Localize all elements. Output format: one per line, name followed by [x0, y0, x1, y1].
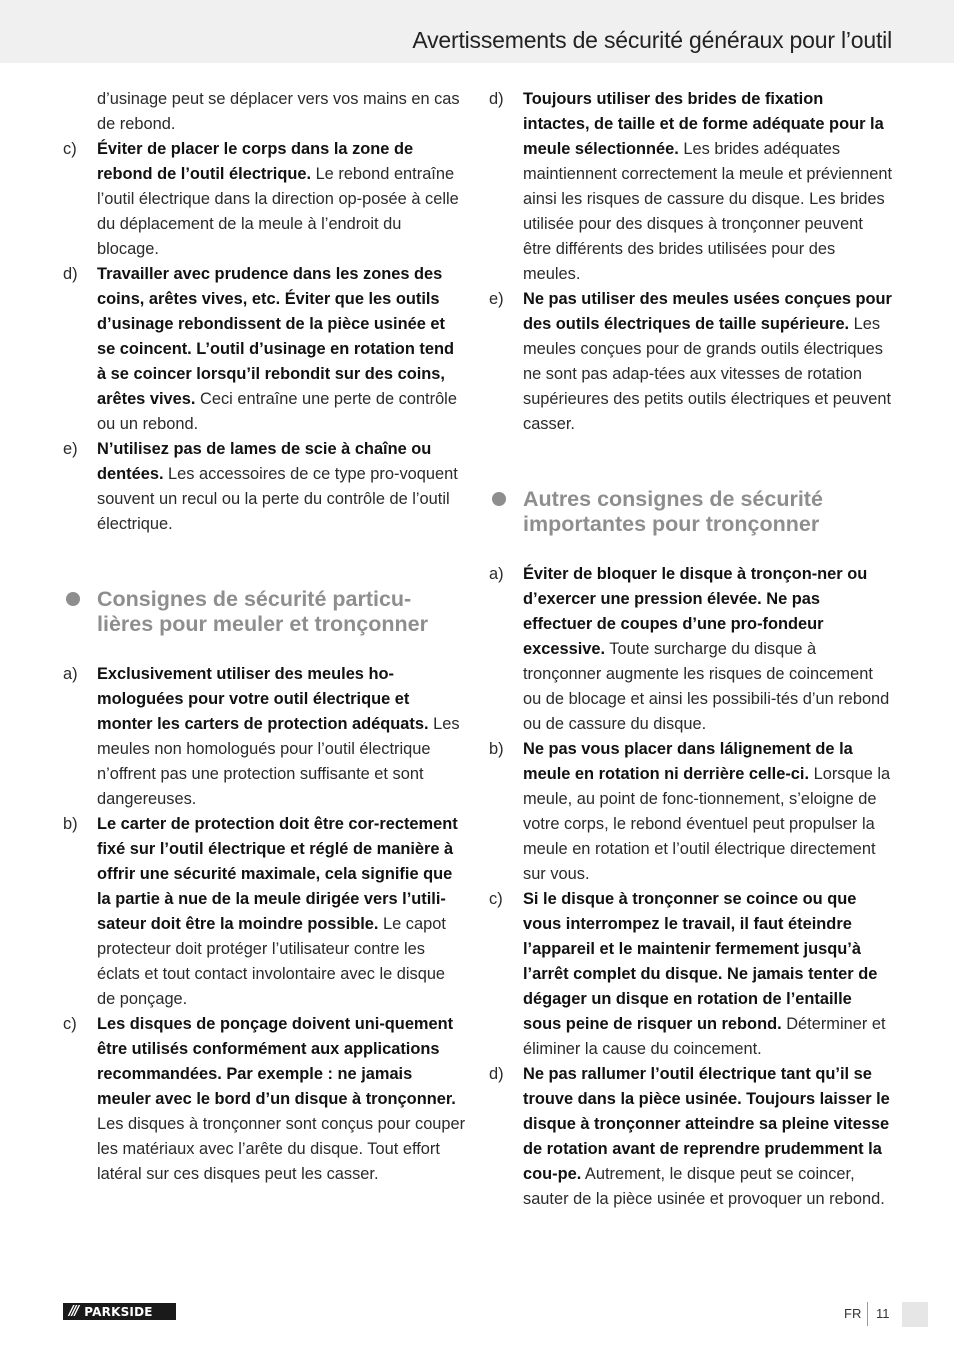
- item-text: Autrement, le disque peut se coincer, sauter de la pièce usinée et provoquer un rebond.: [523, 1165, 885, 1208]
- item-letter: d): [63, 265, 78, 283]
- continuation-text: d’usinage peut se déplacer vers vos mains en cas de rebond.: [97, 90, 460, 133]
- list-item: [489, 887, 893, 1062]
- item-bold-text: Si le disque à tronçonner se coince ou que vous interrompez le travail, il faut éteindre l’appareil et le maintenir fermement jusqu’à l’arrêt complet du disque. Ne jamais tenter de dégager un disque en rotation de l’entaille sous peine de risquer un rebond.: [523, 890, 878, 1033]
- bullet-icon: [66, 592, 80, 606]
- item-bold-text: Les disques de ponçage doivent uni-quement être utilisés conformément aux applications recommandées. Par exemple : ne jamais meuler avec le bord d’un disque à tronçonner.: [97, 1015, 456, 1108]
- item-text: Les meules non homologués pour l’outil électrique n’offrent pas une protection suffisante et sont dangereuses.: [97, 715, 460, 808]
- item-text: Ceci entraîne une perte de contrôle ou un rebond.: [97, 390, 457, 433]
- item-letter: d): [489, 1065, 504, 1083]
- list-item: [63, 812, 467, 1012]
- item-letter: d): [489, 90, 504, 108]
- item-letter: e): [63, 440, 78, 458]
- item-bold-text: Ne pas rallumer l’outil électrique tant qu’il se trouve dans la pièce usinée. Toujours laisser le disque à tronçonner atteindre sa pleine vitesse de rotation avant de reprendre prudemment la cou-pe.: [523, 1065, 890, 1183]
- list-item: [63, 137, 467, 262]
- item-text: Les disques à tronçonner sont conçus pour couper les matériaux avec l’arête du disque. Tout effort latéral sur ces disques peut les casser.: [97, 1115, 466, 1183]
- list-item: [489, 737, 893, 887]
- footer-divider: [867, 1302, 868, 1326]
- right-column: [489, 87, 893, 1212]
- list-item: [63, 662, 467, 812]
- logo-text: PARKSIDE: [84, 1304, 153, 1319]
- bullet-icon: [492, 492, 506, 506]
- item-text: Toute surcharge du disque à tronçonner augmente les risques de coincement ou de blocage et ainsi les possibili-tés d’un rebond ou de cassure du disque.: [523, 640, 890, 733]
- item-letter: c): [63, 140, 77, 158]
- item-letter: a): [63, 665, 78, 683]
- item-bold-text: Travailler avec prudence dans les zones des coins, arêtes vives, etc. Éviter que les outils d’usinage rebondissent de la pièce usinée et se coincent. L’outil d’usinage en rotation tend à se coincer lorsqu’il rebondit sur des coins, arêtes vives.: [97, 265, 454, 408]
- item-text: Les meules conçues pour de grands outils électriques ne sont pas adap-tées aux vitesses de rotation supérieures des petits outils électriques et peuvent casser.: [523, 315, 892, 433]
- list-item: [489, 1062, 893, 1212]
- left-column: [63, 87, 467, 1187]
- item-bold-text: Toujours utiliser des brides de fixation intactes, de taille et de forme adéquate pour la meule sélectionnée.: [523, 90, 884, 158]
- list-item: [63, 437, 467, 537]
- item-bold-text: Exclusivement utiliser des meules ho-mologuées pour votre outil électrique et monter les carters de protection adéquats.: [97, 665, 429, 733]
- item-bold-text: Le carter de protection doit être cor-rectement fixé sur l’outil électrique et réglé de manière à offrir une sécurité maximale, cela signifie que la partie à nue de la meule dirigée vers l’utili-sateur doit être la moindre possible.: [97, 815, 458, 933]
- item-letter: a): [489, 565, 504, 583]
- section-title: Autres consignes de sécurité importantes pour tronçonner: [523, 487, 823, 536]
- section-title: Consignes de sécurité particu-lières pour meuler et tronçonner: [97, 587, 428, 636]
- parkside-logo: [63, 1303, 176, 1320]
- item-bold-text: Ne pas utiliser des meules usées conçues pour des outils électriques de taille supérieure.: [523, 290, 892, 333]
- item-bold-text: N’utilisez pas de lames de scie à chaîne ou dentées.: [97, 440, 432, 483]
- list-item: [63, 1012, 467, 1187]
- item-letter: c): [489, 890, 503, 908]
- page-number: 11: [876, 1306, 890, 1321]
- item-letter: b): [63, 815, 78, 833]
- logo-slashes: ///: [69, 1304, 78, 1319]
- list-item: [489, 562, 893, 737]
- item-text: Le rebond entraîne l’outil électrique dans la direction op-posée à celle du déplacement de la meule à l’endroit du blocage.: [97, 165, 459, 258]
- footer-tab: [902, 1302, 928, 1327]
- section-heading: [489, 487, 893, 537]
- item-text: Lorsque la meule, au point de fonc-tionnement, s’eloigne de votre corps, le rebond éventuel peut propulser la meule en rotation et l’outil électrique directement sur vous.: [523, 765, 891, 883]
- item-text: Les accessoires de ce type pro-voquent souvent un recul ou la perte du contrôle de l’outil électrique.: [97, 465, 458, 533]
- list-item: [489, 87, 893, 287]
- language-code: FR: [844, 1306, 862, 1321]
- item-bold-text: Éviter de placer le corps dans la zone de rebond de l’outil électrique.: [97, 140, 414, 183]
- page-title: Avertissements de sécurité généraux pour l’outil: [412, 27, 892, 53]
- section-heading: [63, 587, 467, 637]
- item-bold-text: Ne pas vous placer dans lálignement de la meule en rotation ni derrière celle-ci.: [523, 740, 853, 783]
- item-letter: e): [489, 290, 504, 308]
- item-text: Les brides adéquates maintiennent correctement la meule et préviennent ainsi les risques de cassure du disque. Les brides utilisée pour des disques à tronçonner peuvent être différents des brides utilisées pour des meules.: [523, 140, 892, 283]
- item-letter: c): [63, 1015, 77, 1033]
- list-item: [489, 287, 893, 437]
- item-text: Déterminer et éliminer la cause du coincement.: [523, 1015, 886, 1058]
- item-bold-text: Éviter de bloquer le disque à tronçon-ner ou d’exercer une pression élevée. Ne pas effectuer de coupes d’une pro-fondeur excessive.: [523, 565, 868, 658]
- item-letter: b): [489, 740, 504, 758]
- list-item: [63, 262, 467, 437]
- item-text: Le capot protecteur doit protéger l’utilisateur contre les éclats et tout contact involontaire avec le disque de ponçage.: [97, 915, 446, 1008]
